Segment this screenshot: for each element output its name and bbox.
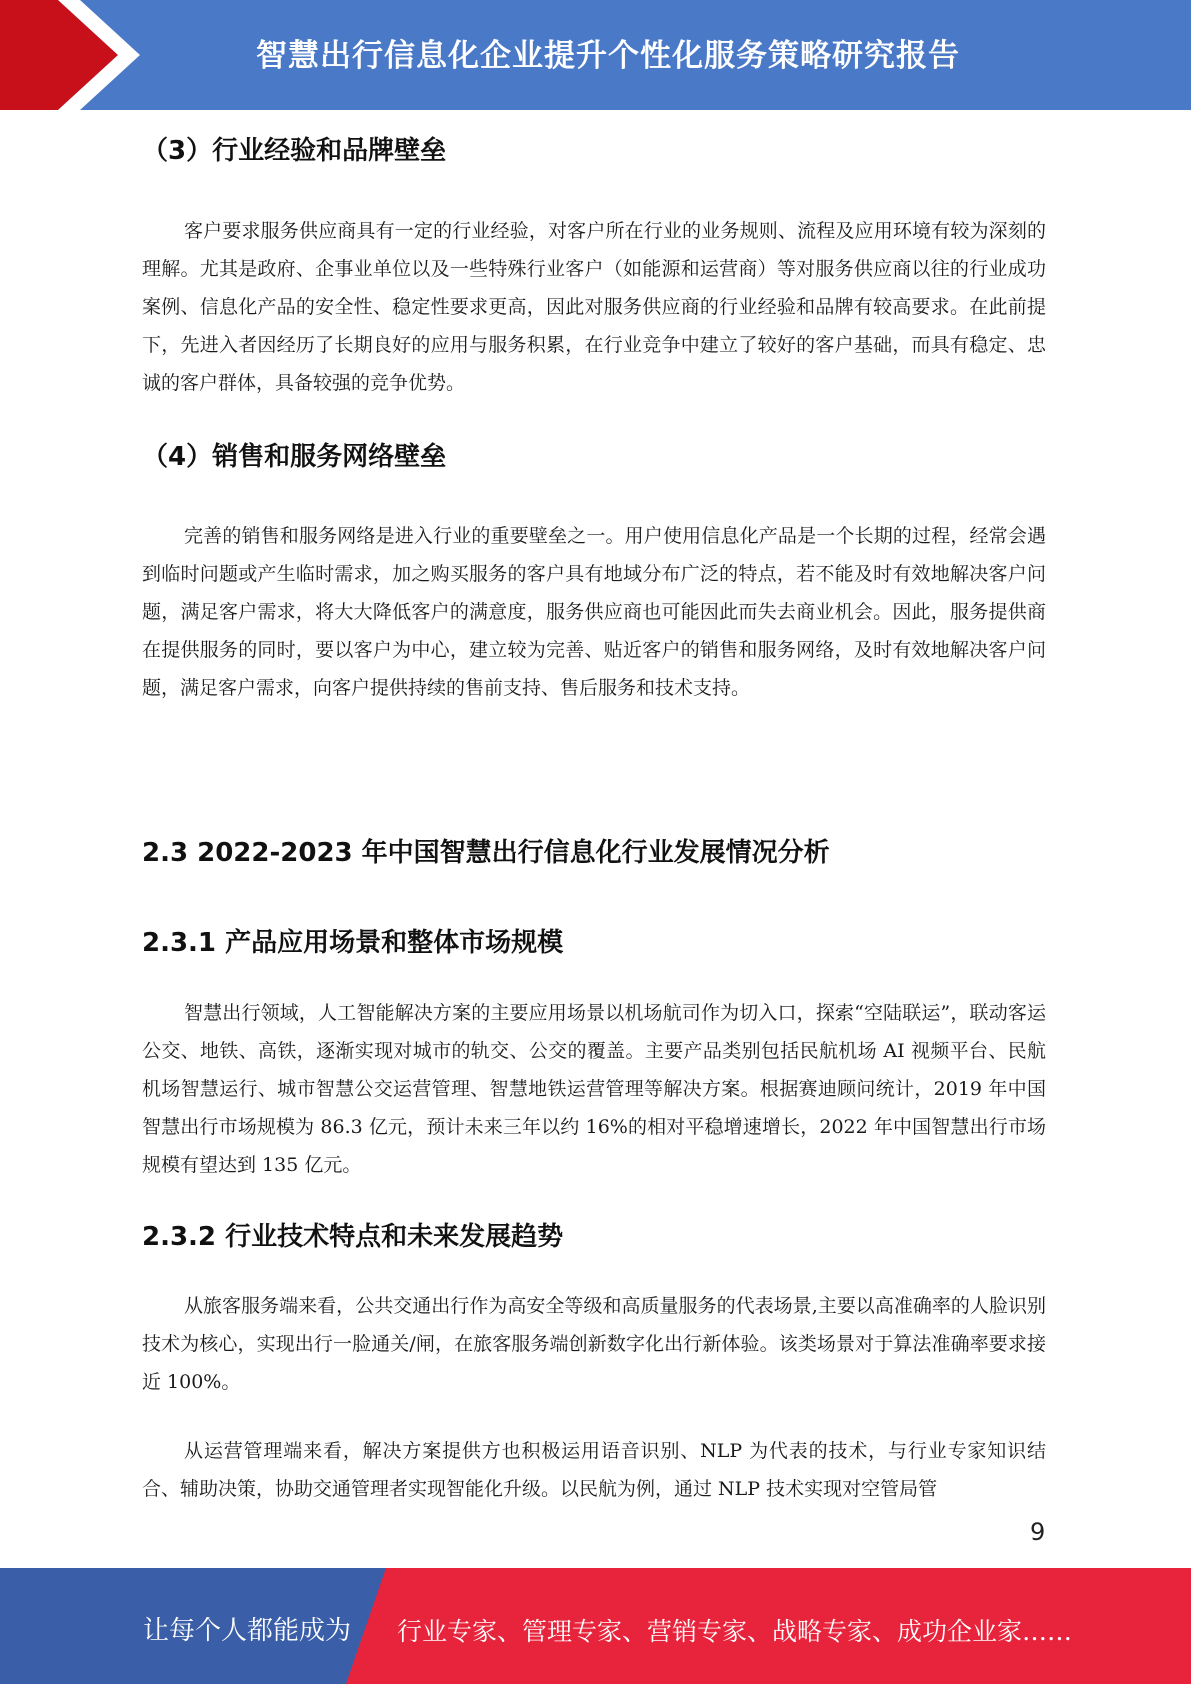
- section-heading-2-3: 2.3 2022-2023 年中国智慧出行信息化行业发展情况分析: [142, 838, 830, 868]
- paragraph-2-3-2-a: 从旅客服务端来看，公共交通出行作为高安全等级和高质量服务的代表场景,主要以高准确率的人脸识别技术为核心，实现出行一脸通关/闸，在旅客服务端创新数字化出行新体验。该类场景对于算法准确率要求接近 100%。: [142, 1295, 1046, 1393]
- header-title: 智慧出行信息化企业提升个性化服务策略研究报告: [256, 38, 960, 74]
- header-arrow-decoration: [0, 0, 160, 110]
- page-number: 9: [1030, 1518, 1046, 1546]
- section-heading-brand-barrier: （3）行业经验和品牌壁垒: [142, 136, 447, 166]
- page-footer: [0, 1568, 1191, 1684]
- section-heading-2-3-2: 2.3.2 行业技术特点和未来发展趋势: [142, 1222, 564, 1252]
- paragraph-2-3-2-b: 从运营管理端来看，解决方案提供方也积极运用语音识别、NLP 为代表的技术，与行业专家知识结合、辅助决策，协助交通管理者实现智能化升级。以民航为例，通过 NLP 技术实现对空管局管: [142, 1440, 1046, 1500]
- footer-slogan-right: 行业专家、管理专家、营销专家、战略专家、成功企业家……: [397, 1617, 1073, 1646]
- paragraph-brand-barrier: 客户要求服务供应商具有一定的行业经验，对客户所在行业的业务规则、流程及应用环境有较为深刻的理解。尤其是政府、企事业单位以及一些特殊行业客户（如能源和运营商）等对服务供应商以往的行业成功案例、信息化产品的安全性、稳定性要求更高，因此对服务供应商的行业经验和品牌有较高要求。在此前提下，先进入者因经历了长期良好的应用与服务积累，在行业竞争中建立了较好的客户基础，而具有稳定、忠诚的客户群体，具备较强的竞争优势。: [142, 220, 1046, 394]
- section-heading-2-3-1: 2.3.1 产品应用场景和整体市场规模: [142, 928, 564, 958]
- page-header: [0, 0, 1191, 110]
- paragraph-2-3-1: 智慧出行领域，人工智能解决方案的主要应用场景以机场航司作为切入口，探索“空陆联运”，联动客运公交、地铁、高铁，逐渐实现对城市的轨交、公交的覆盖。主要产品类别包括民航机场 AI 视频平台、民航机场智慧运行、城市智慧公交运营管理、智慧地铁运营管理等解决方案。根据赛迪顾问统计，2019 年中国智慧出行市场规模为 86.3 亿元，预计未来三年以约 16%的相对平稳增速增长，2022 年中国智慧出行市场规模有望达到 135 亿元。: [142, 1002, 1046, 1176]
- footer-slogan-left: 让每个人都能成为: [143, 1616, 352, 1646]
- paragraph-sales-network-barrier: 完善的销售和服务网络是进入行业的重要壁垒之一。用户使用信息化产品是一个长期的过程，经常会遇到临时问题或产生临时需求，加之购买服务的客户具有地域分布广泛的特点，若不能及时有效地解决客户问题，满足客户需求，将大大降低客户的满意度，服务供应商也可能因此而失去商业机会。因此，服务提供商在提供服务的同时，要以客户为中心，建立较为完善、贴近客户的销售和服务网络，及时有效地解决客户问题，满足客户需求，向客户提供持续的售前支持、售后服务和技术支持。: [142, 525, 1046, 699]
- section-heading-sales-network-barrier: （4）销售和服务网络壁垒: [142, 442, 447, 472]
